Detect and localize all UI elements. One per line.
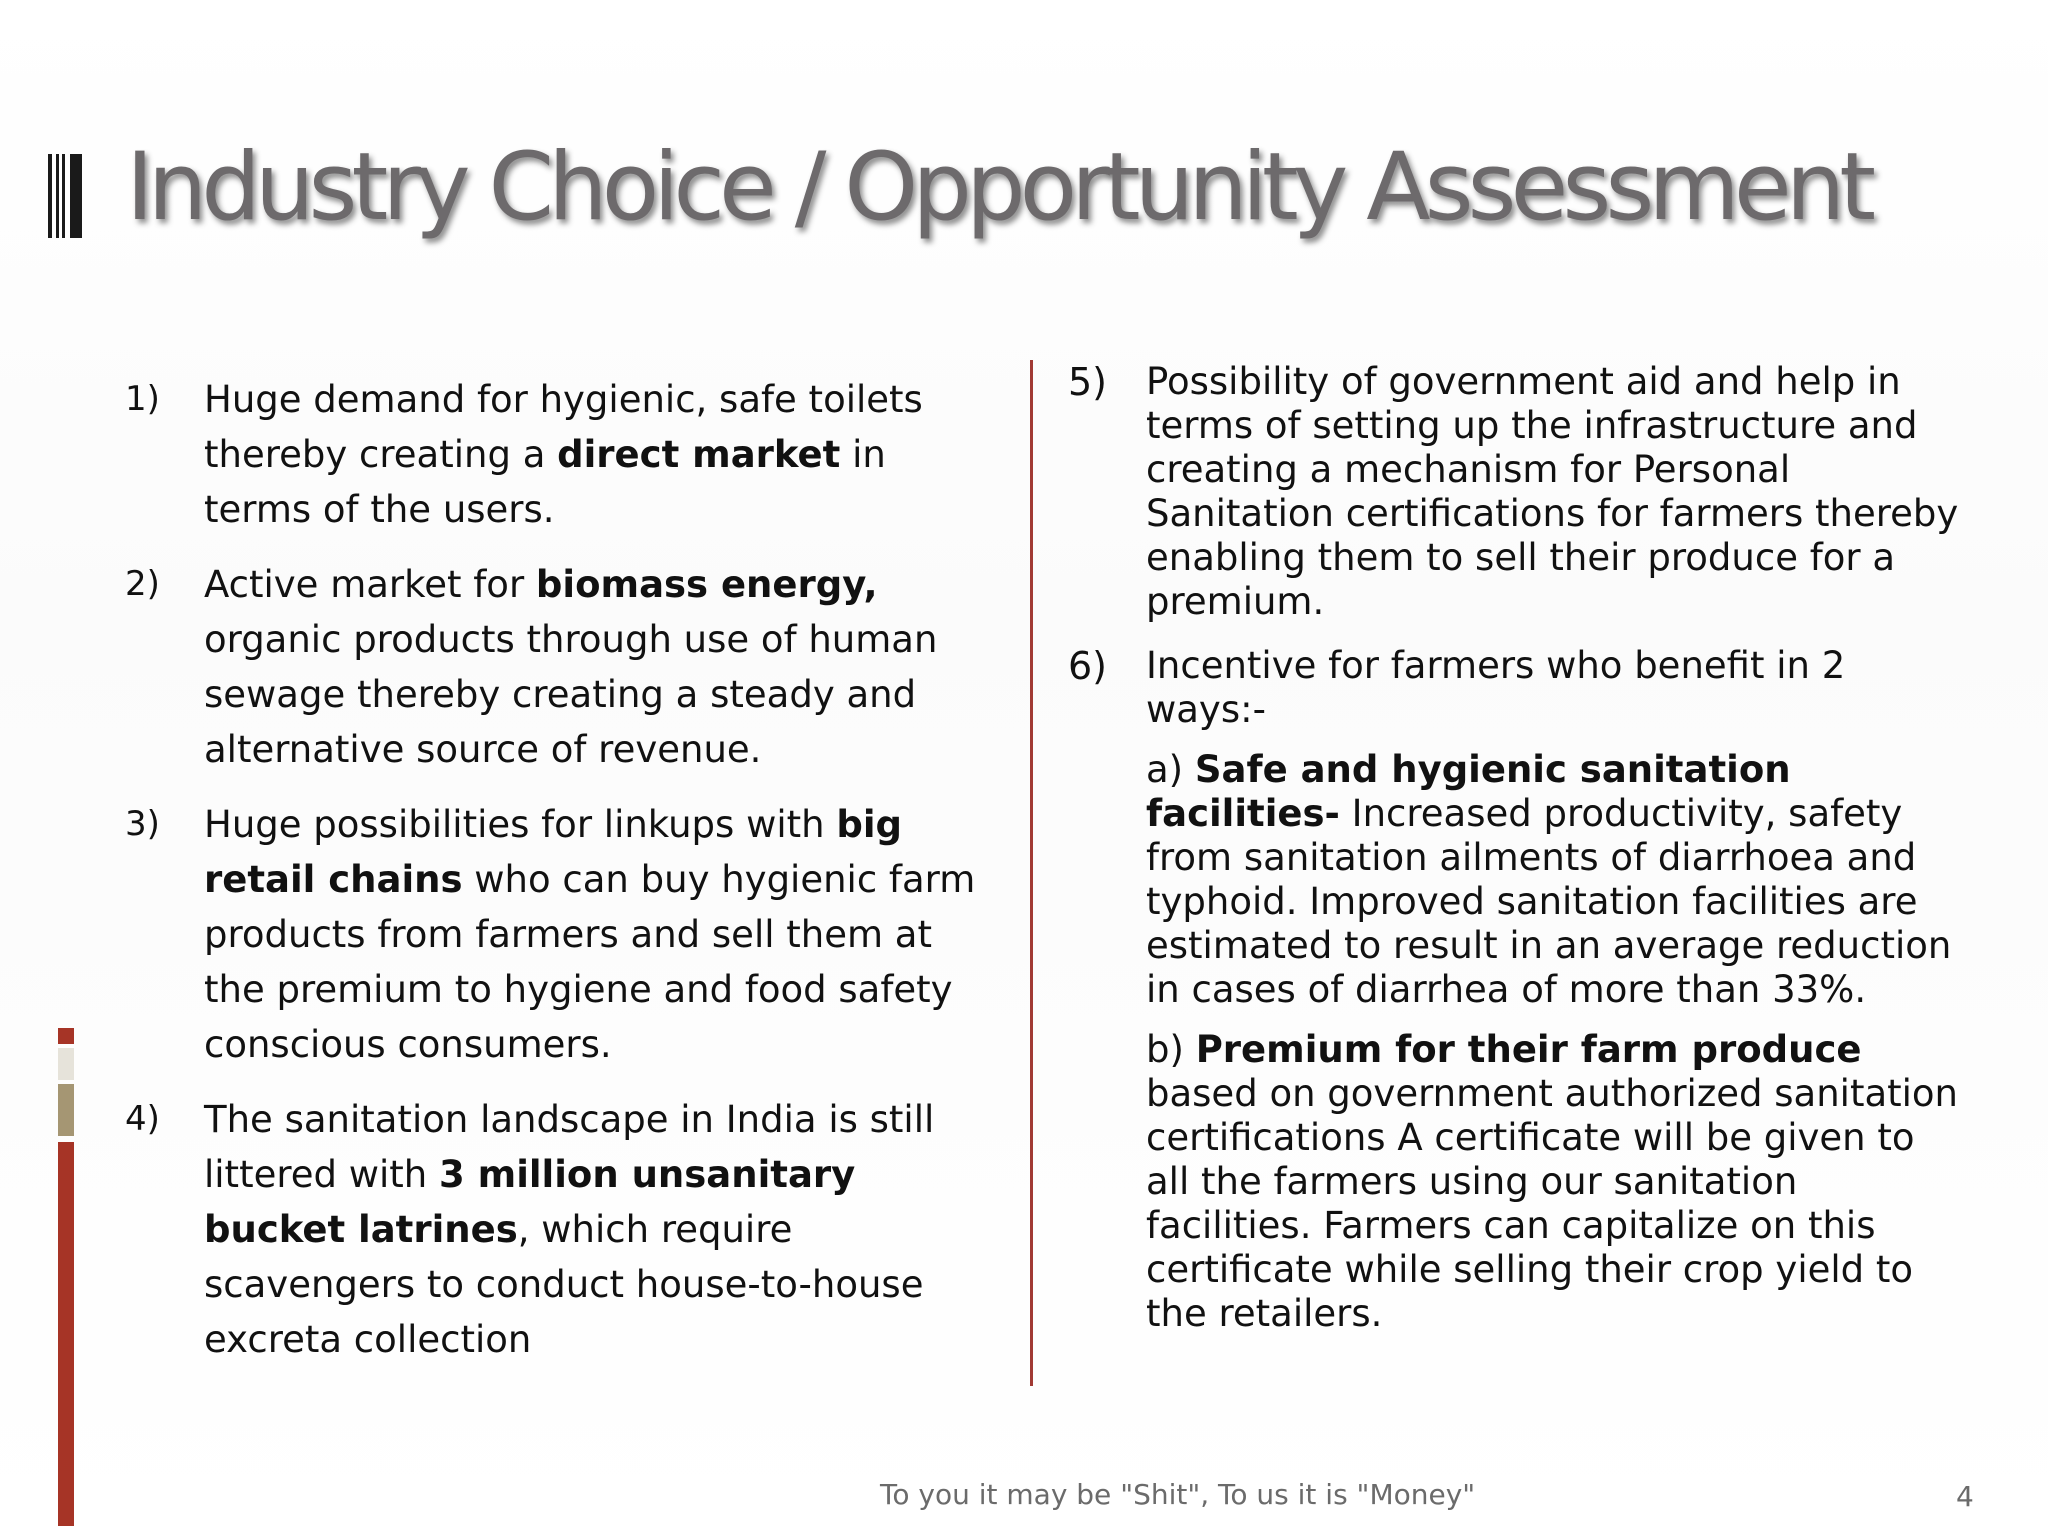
item-number: 1) [125, 379, 160, 419]
left-column-list [120, 372, 1000, 1387]
side-accent-bar [58, 1142, 74, 1526]
bold-text: big retail chains [204, 803, 902, 901]
list-item [1068, 644, 1968, 1336]
slide-title: Industry Choice / Opportunity Assessment [126, 133, 1871, 242]
item-number: 5) [1068, 360, 1108, 404]
side-accent-bar [58, 1048, 74, 1080]
title-bars-icon [48, 154, 82, 238]
side-accent-bar [58, 1028, 74, 1044]
bold-text: Safe and hygienic sanitation facilities- [1146, 748, 1791, 835]
text-run: Huge possibilities for linkups with [204, 803, 837, 846]
side-accent-bar [58, 1084, 74, 1136]
text-run: in terms of the users. [204, 433, 886, 531]
bold-text: Premium for their farm produce [1195, 1028, 1862, 1071]
text-run: , which require scavengers to conduct house-to-house excreta collection [204, 1208, 924, 1361]
page-number: 4 [1956, 1480, 1974, 1513]
item-text [1146, 644, 1968, 732]
text-run: Incentive for farmers who benefit in 2 ways:- [1146, 644, 1846, 731]
text-run: who can buy hygienic farm products from farmers and sell them at the premium to hygiene and food safety conscious consumers. [204, 858, 976, 1066]
sub-item [1146, 748, 1968, 1012]
text-run: b) [1146, 1028, 1196, 1071]
slide-footer: To you it may be "Shit", To us it is "Money" [880, 1478, 1476, 1511]
sub-item [1146, 1028, 1968, 1336]
text-run: Active market for [204, 563, 536, 606]
text-run: Huge demand for hygienic, safe toilets thereby creating a [204, 378, 923, 476]
list-item [1068, 360, 1968, 624]
bold-text: direct market [557, 433, 841, 476]
item-text [1146, 360, 1968, 624]
bold-text: 3 million unsanitary bucket latrines [204, 1153, 856, 1251]
text-run: organic products through use of human sewage thereby creating a steady and alternative source of revenue. [204, 618, 938, 771]
text-run: The sanitation landscape in India is still littered with [204, 1098, 935, 1196]
bold-text: biomass energy, [535, 563, 878, 606]
item-number: 4) [125, 1099, 160, 1139]
text-run: a) [1146, 748, 1195, 791]
right-column-list [1068, 360, 1968, 1356]
item-number: 3) [125, 804, 160, 844]
text-run: Increased productivity, safety from sanitation ailments of diarrhoea and typhoid. Improved sanitation facilities are estimated to result in an average reduction in cases of diarrhea of more than 33%. [1146, 792, 1952, 1011]
item-number: 6) [1068, 644, 1108, 688]
list-item [120, 797, 1000, 1072]
item-number: 2) [125, 564, 160, 604]
list-item [120, 1092, 1000, 1367]
list-item [120, 372, 1000, 537]
text-run: based on government authorized sanitation certifications A certificate will be given to all the farmers using our sanitation facilities. Farmers can capitalize on this certificate while selling their crop yield to the retailers. [1146, 1072, 1958, 1335]
text-run: Possibility of government aid and help in terms of setting up the infrastructure and creating a mechanism for Personal Sanitation certifications for farmers thereby enabling them to sell their produce for a premium. [1146, 360, 1959, 623]
column-divider [1030, 360, 1033, 1386]
list-item [120, 557, 1000, 777]
